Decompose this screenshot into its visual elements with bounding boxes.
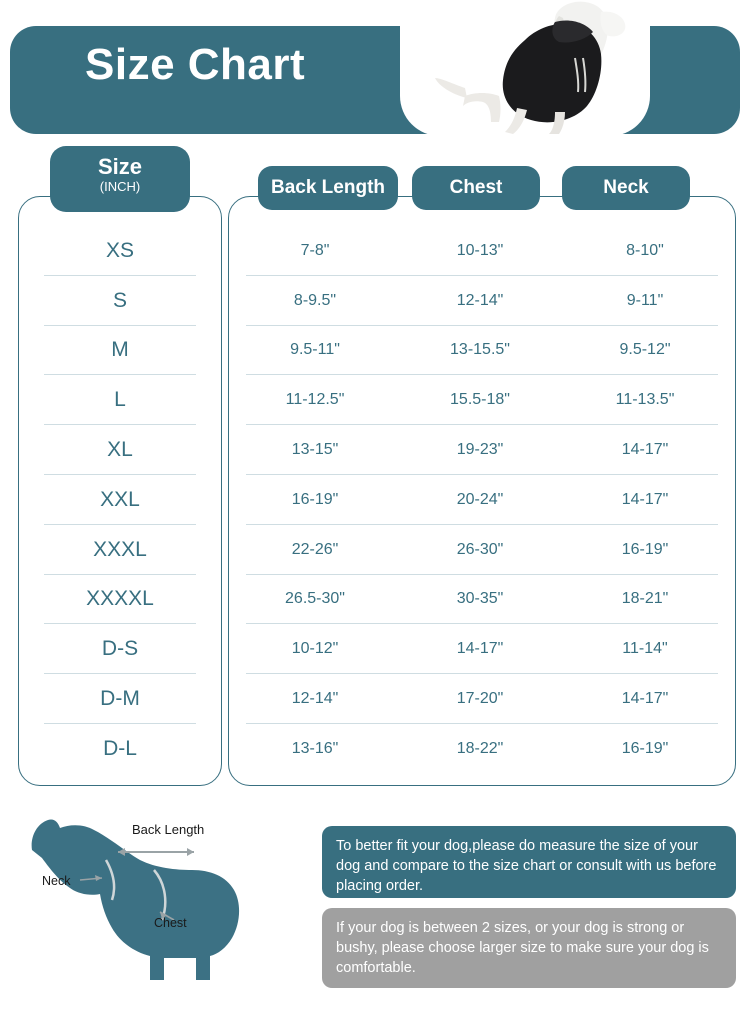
cell-back-length: 22-26" [291, 540, 339, 558]
diagram-label-back-length: Back Length [132, 822, 205, 837]
cell-chest: 15.5-18" [450, 391, 510, 409]
cell-chest: 14-17" [456, 640, 504, 658]
table-row [228, 724, 736, 774]
table-row [18, 375, 222, 425]
cell-size: S [112, 288, 127, 312]
page-title: Size Chart [85, 40, 306, 89]
cell-back-length: 11-12.5" [285, 391, 345, 409]
cell-back-length: 16-19" [291, 490, 339, 508]
table-row [228, 475, 736, 525]
table-row [228, 375, 736, 425]
table-row [18, 575, 222, 625]
cell-size: L [114, 388, 126, 412]
cell-size: XS [105, 238, 134, 262]
cell-back-length: 12-14" [291, 690, 339, 708]
cell-neck: 16-19" [621, 739, 669, 757]
cell-chest: 19-23" [456, 441, 504, 459]
cell-chest: 30-35" [456, 590, 504, 608]
size-column-rows [18, 226, 222, 774]
table-row [228, 525, 736, 575]
cell-size: M [111, 338, 129, 362]
table-row [18, 326, 222, 376]
table-row [228, 624, 736, 674]
cell-neck: 11-13.5" [615, 391, 675, 409]
cell-back-length: 26.5-30" [285, 590, 345, 608]
table-row [228, 276, 736, 326]
table-row [228, 674, 736, 724]
measurement-rows [228, 226, 736, 774]
cell-neck: 14-17" [621, 690, 669, 708]
cell-size: XXXL [93, 537, 147, 561]
measuring-diagram [14, 808, 314, 998]
cell-size: XL [107, 438, 133, 462]
column-header-neck: Neck [562, 166, 690, 210]
cell-back-length: 13-16" [291, 739, 339, 757]
cell-size: D-L [103, 736, 137, 760]
table-row [18, 624, 222, 674]
cell-back-length: 7-8" [300, 241, 330, 259]
cell-back-length: 10-12" [291, 640, 339, 658]
cell-chest: 26-30" [456, 540, 504, 558]
cell-chest: 13-15.5" [450, 341, 510, 359]
cell-chest: 17-20" [456, 690, 504, 708]
diagram-label-chest: Chest [154, 916, 187, 930]
column-header-chest: Chest [412, 166, 540, 210]
table-row [18, 525, 222, 575]
note-fit-advice: To better fit your dog,please do measure the size of your dog and compare to the size chart or consult with us before placing order. [322, 826, 736, 898]
table-row [18, 276, 222, 326]
size-header-line2: (INCH) [99, 179, 141, 194]
cell-chest: 18-22" [456, 739, 504, 757]
cell-neck: 18-21" [621, 590, 669, 608]
cell-neck: 8-10" [626, 241, 664, 259]
table-row [18, 674, 222, 724]
cell-neck: 11-14" [622, 640, 668, 658]
table-row [18, 425, 222, 475]
table-row [228, 425, 736, 475]
diagram-label-neck: Neck [42, 874, 71, 888]
column-header-back-length: Back Length [258, 166, 398, 210]
table-row [18, 724, 222, 774]
table-row [18, 226, 222, 276]
cell-back-length: 9.5-11" [290, 341, 340, 359]
cell-chest: 20-24" [456, 490, 504, 508]
table-row [228, 575, 736, 625]
size-column-header [50, 146, 190, 212]
cell-neck: 14-17" [621, 490, 669, 508]
cell-size: XXL [100, 487, 140, 511]
cell-size: D-S [101, 637, 139, 661]
cell-chest: 12-14" [456, 291, 504, 309]
cell-neck: 9.5-12" [619, 341, 671, 359]
size-header-line1: Size [97, 154, 143, 179]
dog-hoodie-illustration [405, 0, 645, 136]
cell-back-length: 8-9.5" [293, 291, 337, 309]
table-row [228, 226, 736, 276]
cell-neck: 9-11" [626, 291, 664, 309]
cell-size: XXXXL [86, 587, 154, 611]
cell-chest: 10-13" [456, 241, 504, 259]
cell-size: D-M [100, 687, 140, 711]
product-photo [405, 0, 645, 136]
table-row [18, 475, 222, 525]
table-row [228, 326, 736, 376]
cell-neck: 14-17" [621, 441, 669, 459]
cell-back-length: 13-15" [291, 441, 339, 459]
cell-neck: 16-19" [621, 540, 669, 558]
note-size-between: If your dog is between 2 sizes, or your dog is strong or bushy, please choose larger size to make sure your dog is comfortable. [322, 908, 736, 988]
